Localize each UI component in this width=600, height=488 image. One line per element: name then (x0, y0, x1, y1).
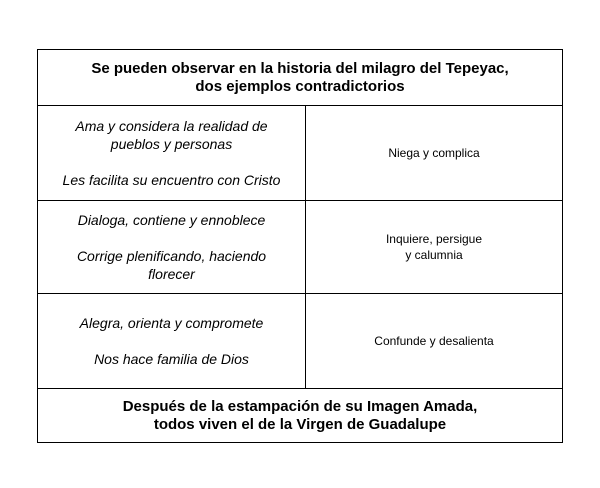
left-cell (38, 106, 306, 200)
left-cell-line: Nos hace familia de Dios (94, 351, 249, 367)
right-cell (306, 294, 562, 388)
comparison-table (37, 49, 563, 443)
header-line-2: dos ejemplos contradictorios (195, 77, 405, 95)
header-line-1: Se pueden observar en la historia del milagro del Tepeyac, (91, 59, 509, 77)
footer-line-1: Después de la estampación de su Imagen Amada, (122, 397, 478, 415)
right-cell (306, 106, 562, 200)
footer-line-2: todos viven el de la Virgen de Guadalupe (153, 415, 447, 433)
left-cell-line: pueblos y personas (110, 136, 233, 152)
right-cell-line: Confunde y desalienta (374, 334, 494, 348)
right-cell-line: Niega y complica (388, 146, 480, 160)
left-cell-line: Corrige plenificando, haciendo (76, 248, 267, 264)
left-cell-line: florecer (148, 266, 195, 282)
table-body (38, 106, 562, 389)
left-cell-line: Les facilita su encuentro con Cristo (62, 172, 281, 188)
left-cell (38, 294, 306, 388)
table-header (38, 50, 562, 106)
table-row (38, 294, 562, 389)
left-cell-line: Ama y considera la realidad de (75, 118, 268, 134)
right-cell (306, 201, 562, 293)
left-cell (38, 201, 306, 293)
table-row (38, 106, 562, 201)
table-footer (38, 389, 562, 442)
table-row (38, 201, 562, 294)
right-cell-line: Inquiere, persigue (385, 232, 483, 246)
left-cell-line: Dialoga, contiene y ennoblece (77, 212, 266, 228)
left-cell-line: Alegra, orienta y compromete (79, 315, 264, 331)
right-cell-line: y calumnia (405, 248, 463, 262)
